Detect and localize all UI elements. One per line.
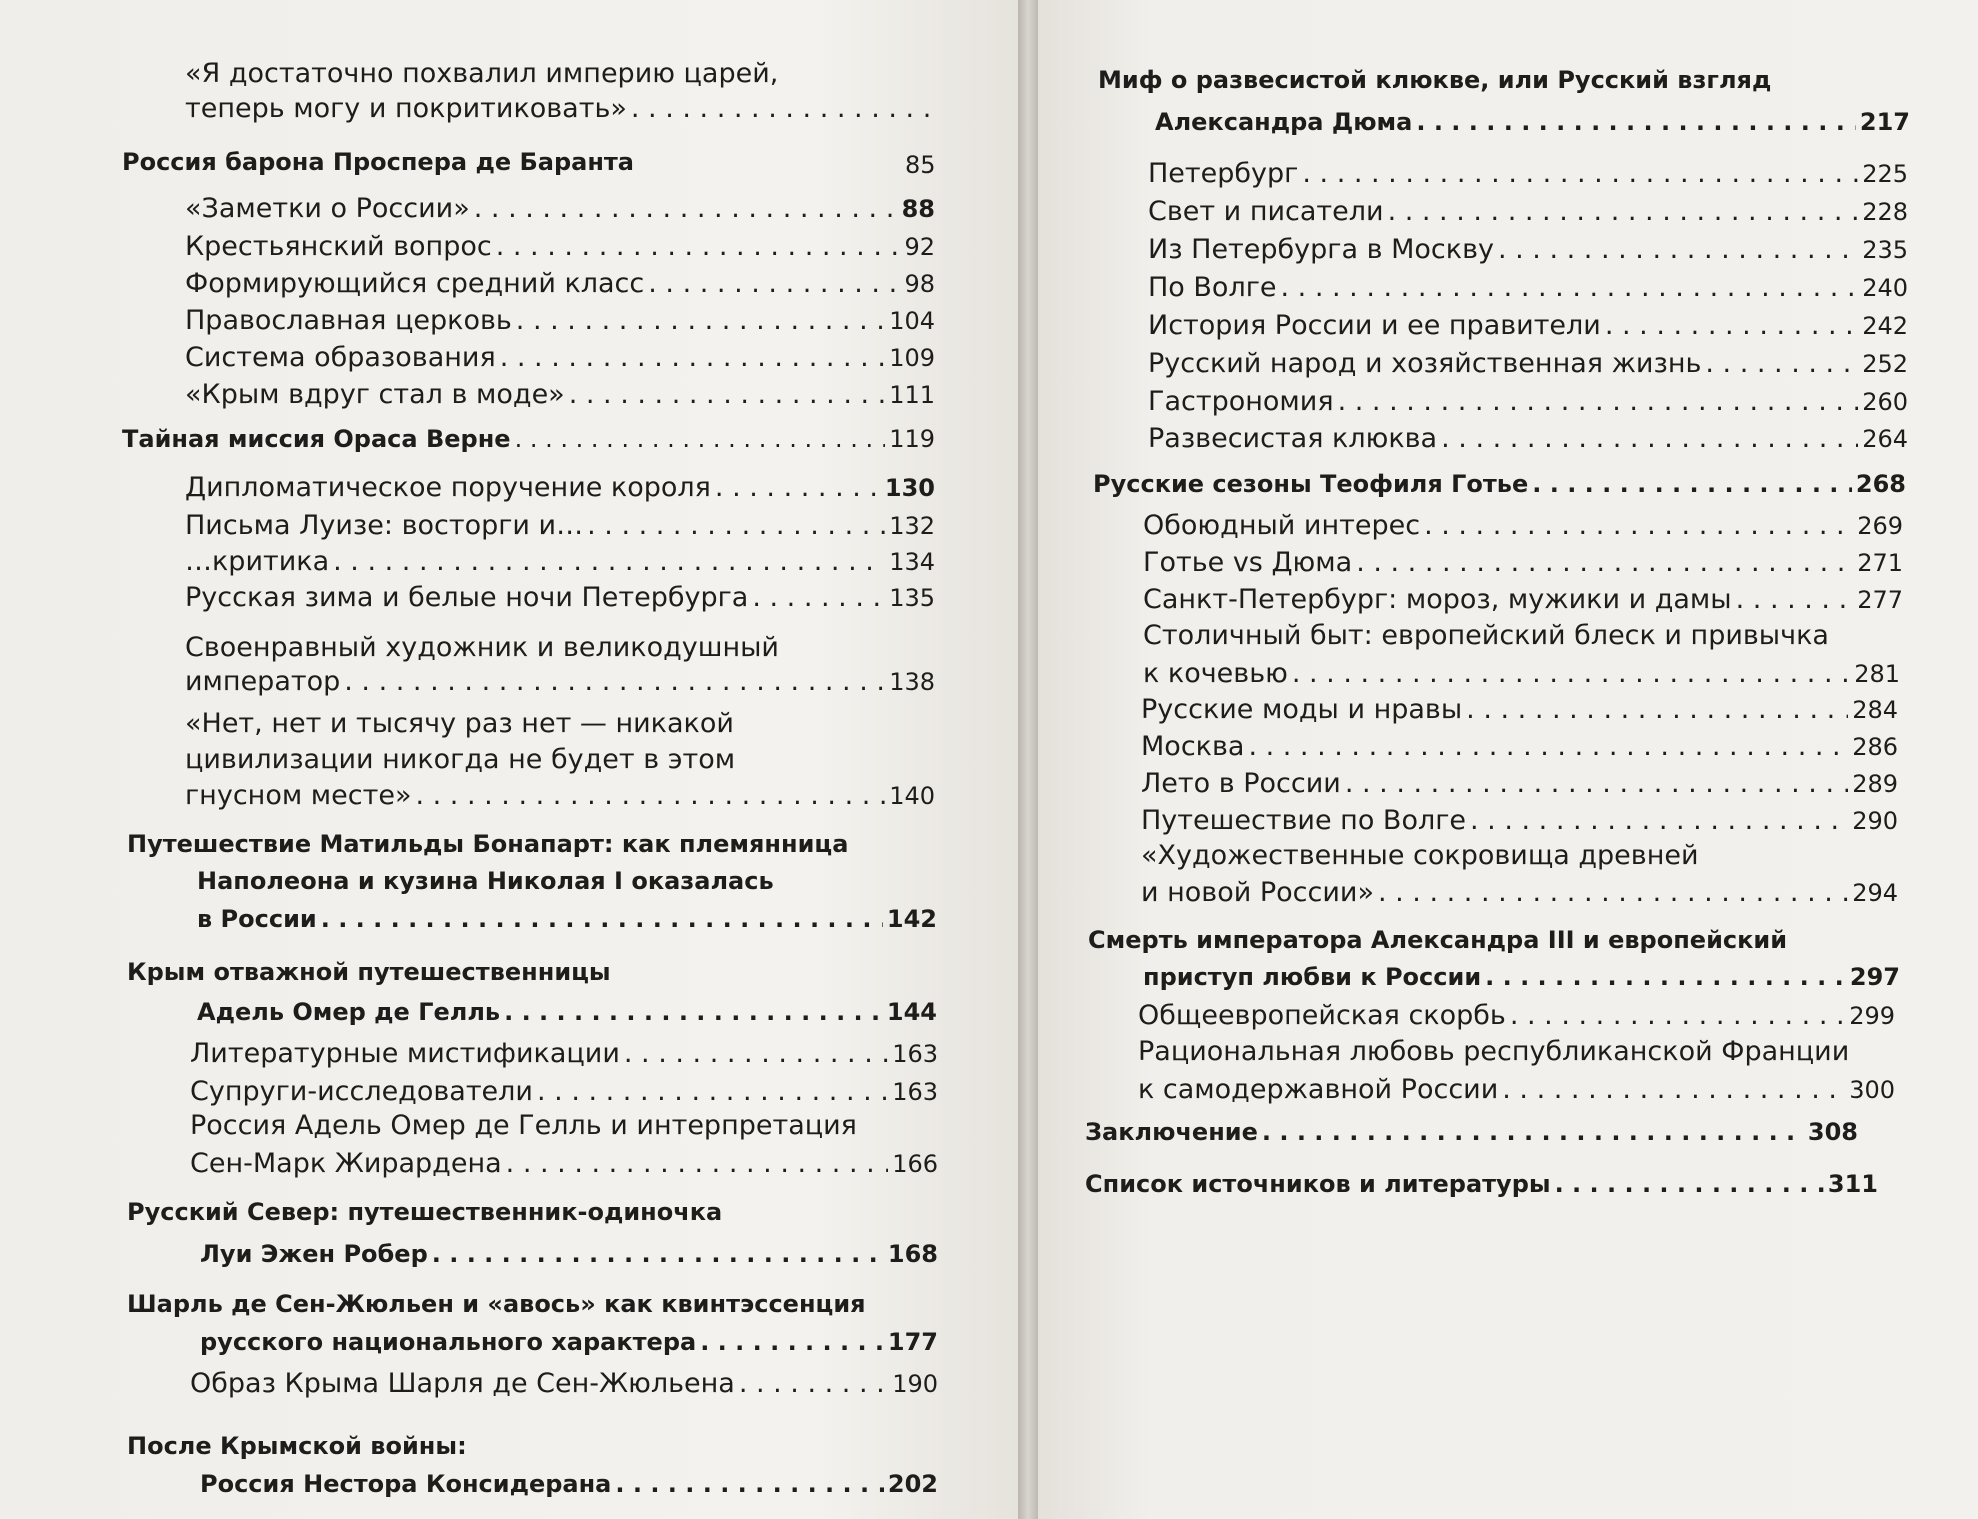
- toc-entry-label: гнусном месте»: [185, 780, 412, 811]
- dot-leader: [1485, 963, 1846, 991]
- toc-entry-label: Путешествие по Волге: [1141, 805, 1467, 836]
- toc-section-title: русского национального характера: [200, 1328, 697, 1356]
- toc-entry-label: император: [185, 666, 341, 697]
- dot-leader: [1555, 1170, 1824, 1198]
- toc-page-number: 202: [887, 1470, 938, 1498]
- dot-leader: [500, 342, 885, 373]
- toc-page-number: 286: [1852, 733, 1898, 761]
- toc-section-title: Список источников и литературы: [1085, 1170, 1551, 1198]
- dot-leader: [700, 1328, 884, 1356]
- toc-entry: [185, 472, 935, 503]
- dot-leader: [537, 1076, 888, 1107]
- toc-page-number: 98: [904, 270, 935, 298]
- toc-section: [1093, 470, 1906, 498]
- toc-page-number: 166: [892, 1150, 938, 1178]
- dot-leader: [569, 379, 885, 410]
- toc-entry-label: Супруги-исследователи: [190, 1076, 533, 1107]
- dot-leader: [715, 472, 881, 503]
- toc-entry-label: к самодержавной России: [1138, 1074, 1499, 1105]
- toc-page-number: 277: [1857, 586, 1903, 614]
- dot-leader: [587, 510, 885, 541]
- dot-leader: [496, 231, 901, 262]
- toc-page-number: 268: [1855, 470, 1906, 498]
- toc-entry: [185, 268, 935, 299]
- toc-entry: [185, 93, 935, 124]
- toc-section-line: Смерть императора Александра III и европейский: [1088, 926, 1788, 954]
- toc-entry: [185, 666, 935, 697]
- dot-leader: [1502, 1074, 1845, 1105]
- toc-entry-label: Крестьянский вопрос: [185, 231, 492, 262]
- book-gutter: [1018, 0, 1038, 1519]
- toc-page-number: 281: [1854, 660, 1900, 688]
- dot-leader: [1292, 658, 1850, 689]
- toc-page-number: 109: [889, 344, 935, 372]
- toc-section: [1085, 1170, 1878, 1198]
- toc-entry-label: Русские моды и нравы: [1141, 694, 1463, 725]
- toc-page-number: 308: [1807, 1118, 1858, 1146]
- toc-entry: [1143, 658, 1900, 689]
- dot-leader: [752, 582, 885, 613]
- toc-entry-line: «Художественные сокровища древней: [1141, 840, 1699, 871]
- toc-section-title: Россия барона Проспера де Баранта: [122, 148, 635, 176]
- toc-page-number: 190: [892, 1370, 938, 1398]
- dot-leader: [516, 305, 885, 336]
- dot-leader: [1532, 470, 1852, 498]
- dot-leader: [333, 546, 885, 577]
- toc-section-title: Русские сезоны Теофиля Готье: [1093, 470, 1529, 498]
- toc-entry-label: Общеевропейская скорбь: [1138, 1000, 1506, 1031]
- toc-section-title: в России: [197, 905, 317, 933]
- toc-entry-label: Письма Луизе: восторги и…: [185, 510, 584, 541]
- toc-page-number: 300: [1849, 1076, 1895, 1104]
- toc-page-number: 168: [887, 1240, 938, 1268]
- toc-page-number: 260: [1862, 388, 1908, 416]
- toc-entry-label: «Крым вдруг стал в моде»: [185, 379, 565, 410]
- toc-entry: [1143, 510, 1903, 541]
- toc-page-number: 130: [884, 474, 935, 502]
- toc-section: [197, 998, 937, 1026]
- toc-entry-label: «Заметки о России»: [185, 193, 470, 224]
- toc-entry: [1148, 234, 1908, 265]
- toc-entry: [1148, 348, 1908, 379]
- dot-leader: [515, 425, 886, 453]
- toc-entry: [185, 546, 935, 577]
- toc-section: [200, 1470, 938, 1498]
- toc-entry-label: Лето в России: [1141, 768, 1341, 799]
- toc-entry: [185, 582, 935, 613]
- toc-entry-label: Из Петербурга в Москву: [1148, 234, 1494, 265]
- toc-entry-label: Петербург: [1148, 158, 1299, 189]
- dot-leader: [504, 998, 883, 1026]
- dot-leader: [1378, 877, 1848, 908]
- toc-page-number: 289: [1852, 770, 1898, 798]
- toc-entry-label: Сен-Марк Жирардена: [190, 1148, 502, 1179]
- dot-leader: [1441, 423, 1858, 454]
- dot-leader: [1498, 234, 1858, 265]
- toc-section-line: Русский Север: путешественник-одиночка: [127, 1198, 723, 1226]
- toc-page-number: 269: [1857, 512, 1903, 540]
- toc-page-number: 242: [1862, 312, 1908, 340]
- toc-entry-label: Образ Крыма Шарля де Сен-Жюльена: [190, 1368, 735, 1399]
- toc-page-number: 163: [892, 1040, 938, 1068]
- toc-section: [122, 148, 892, 176]
- dot-leader: [1416, 108, 1856, 136]
- toc-section-title: Адель Омер де Гелль: [197, 998, 501, 1026]
- toc-page-number: 144: [886, 998, 937, 1026]
- toc-entry: [185, 510, 935, 541]
- toc-page-number: 299: [1849, 1002, 1895, 1030]
- toc-page-number: 294: [1852, 879, 1898, 907]
- toc-entry-label: Обоюдный интерес: [1143, 510, 1421, 541]
- toc-page-number: 311: [1827, 1170, 1878, 1198]
- toc-entry: [1143, 547, 1903, 578]
- toc-page-number: 119: [889, 425, 935, 453]
- toc-page-number: 104: [889, 307, 935, 335]
- toc-entry: [190, 1076, 938, 1107]
- toc-entry: [1148, 158, 1908, 189]
- toc-entry: [1138, 1000, 1895, 1031]
- toc-page-number: 140: [889, 782, 935, 810]
- toc-entry: [1141, 694, 1898, 725]
- toc-entry-label: Развесистая клюква: [1148, 423, 1438, 454]
- toc-page-number: 235: [1862, 236, 1908, 264]
- dot-leader: [631, 93, 931, 124]
- toc-entry-label: к кочевью: [1143, 658, 1288, 689]
- toc-section: [200, 1328, 938, 1356]
- toc-entry-label: Православная церковь: [185, 305, 512, 336]
- dot-leader: [432, 1240, 884, 1268]
- toc-section-line: Наполеона и кузина Николая I оказалась: [197, 867, 774, 895]
- toc-page-number: 264: [1862, 425, 1908, 453]
- toc-section-line: Крым отважной путешественницы: [127, 958, 611, 986]
- toc-page-number: 240: [1862, 274, 1908, 302]
- toc-entry: [1148, 423, 1908, 454]
- dot-leader: [1345, 768, 1848, 799]
- toc-section-title: Заключение: [1085, 1118, 1258, 1146]
- dot-leader: [1470, 805, 1848, 836]
- toc-entry-line: «Нет, нет и тысячу раз нет — никакой: [185, 708, 734, 739]
- toc-entry: [1148, 386, 1908, 417]
- toc-page-number: 271: [1857, 549, 1903, 577]
- toc-entry-label: По Волге: [1148, 272, 1277, 303]
- dot-leader: [624, 1038, 888, 1069]
- dot-leader: [1510, 1000, 1845, 1031]
- toc-section-title: Луи Эжен Робер: [200, 1240, 428, 1268]
- dot-leader: [1705, 348, 1858, 379]
- toc-entry-label: Русский народ и хозяйственная жизнь: [1148, 348, 1702, 379]
- toc-entry: [185, 379, 935, 410]
- dot-leader: [321, 905, 883, 933]
- toc-entry: [185, 780, 935, 811]
- toc-entry-label: Гастрономия: [1148, 386, 1334, 417]
- toc-page-number: 111: [889, 381, 935, 409]
- toc-page-number: 88: [901, 195, 935, 223]
- toc-page-number: 252: [1862, 350, 1908, 378]
- toc-entry: [1141, 877, 1898, 908]
- toc-page-number: 163: [892, 1078, 938, 1106]
- toc-entry: [185, 342, 935, 373]
- toc-section-title: Тайная миссия Ораса Верне: [122, 425, 511, 453]
- toc-entry: [1143, 584, 1903, 615]
- toc-entry: [190, 1368, 938, 1399]
- toc-section: [197, 905, 937, 933]
- toc-entry: [1148, 310, 1908, 341]
- toc-section: [1085, 1118, 1858, 1146]
- toc-entry-label: и новой России»: [1141, 877, 1374, 908]
- toc-entry-label: Литературные мистификации: [190, 1038, 620, 1069]
- dot-leader: [1338, 386, 1859, 417]
- toc-page-number: 85: [905, 151, 936, 179]
- toc-page-number: 134: [889, 548, 935, 576]
- toc-entry: [185, 193, 935, 224]
- toc-entry-label: Свет и писатели: [1148, 196, 1384, 227]
- dot-leader: [615, 1470, 884, 1498]
- toc-page-number: 297: [1849, 963, 1900, 991]
- dot-leader: [344, 666, 885, 697]
- toc-entry-label: Готье vs Дюма: [1143, 547, 1353, 578]
- toc-page-number: 138: [889, 668, 935, 696]
- toc-entry: [190, 1148, 938, 1179]
- toc-entry: [1141, 768, 1898, 799]
- toc-entry-line: Столичный быт: европейский блеск и привычка: [1143, 620, 1829, 651]
- toc-entry-label: …критика: [185, 546, 330, 577]
- dot-leader: [648, 268, 900, 299]
- toc-entry-label: Дипломатическое поручение короля: [185, 472, 711, 503]
- toc-entry-label: Москва: [1141, 731, 1245, 762]
- dot-leader: [1605, 310, 1858, 341]
- toc-section-line: Шарль де Сен-Жюльен и «авось» как квинтэссенция: [127, 1290, 866, 1318]
- toc-section-line: Миф о развесистой клюкве, или Русский взгляд: [1098, 66, 1772, 94]
- toc-page-number: 177: [887, 1328, 938, 1356]
- toc-entry: [1141, 805, 1898, 836]
- toc-entry-line: «Я достаточно похвалил империю царей,: [185, 58, 779, 89]
- toc-section-title: Александра Дюма: [1155, 108, 1413, 136]
- toc-entry: [1138, 1074, 1895, 1105]
- toc-page-number: 228: [1862, 198, 1908, 226]
- dot-leader: [415, 780, 885, 811]
- dot-leader: [739, 1368, 888, 1399]
- toc-entry-label: Формирующийся средний класс: [185, 268, 645, 299]
- toc-entry: [1148, 272, 1908, 303]
- toc-page-number: 217: [1859, 108, 1910, 136]
- dot-leader: [474, 193, 898, 224]
- dot-leader: [1356, 547, 1853, 578]
- toc-section: [122, 425, 935, 453]
- toc-entry-label: теперь могу и покритиковать»: [185, 93, 627, 124]
- toc-entry-line: цивилизации никогда не будет в этом: [185, 744, 736, 775]
- toc-page-number: 284: [1852, 696, 1898, 724]
- toc-section-line: Путешествие Матильды Бонапарт: как племянница: [127, 830, 849, 858]
- toc-entry: [185, 305, 935, 336]
- toc-section-line: После Крымской войны:: [127, 1432, 467, 1460]
- dot-leader: [506, 1148, 889, 1179]
- dot-leader: [1388, 196, 1859, 227]
- toc-entry-line: Своенравный художник и великодушный: [185, 632, 779, 663]
- toc-entry-label: Система образования: [185, 342, 496, 373]
- dot-leader: [1248, 731, 1848, 762]
- toc-section: [1155, 108, 1910, 136]
- toc-page-number: 225: [1862, 160, 1908, 188]
- dot-leader: [1736, 584, 1854, 615]
- dot-leader: [1466, 694, 1848, 725]
- toc-entry-label: Санкт-Петербург: мороз, мужики и дамы: [1143, 584, 1732, 615]
- toc-entry-line: Россия Адель Омер де Гелль и интерпретация: [190, 1110, 857, 1141]
- toc-entry: [190, 1038, 938, 1069]
- dot-leader: [1302, 158, 1858, 189]
- toc-entry-label: История России и ее правители: [1148, 310, 1601, 341]
- toc-entry-label: Русская зима и белые ночи Петербурга: [185, 582, 749, 613]
- toc-section-title: Россия Нестора Консидерана: [200, 1470, 612, 1498]
- toc-page-number: 142: [886, 905, 937, 933]
- toc-page-number: 92: [904, 233, 935, 261]
- toc-entry: [185, 231, 935, 262]
- dot-leader: [1424, 510, 1853, 541]
- toc-page-number: 132: [889, 512, 935, 540]
- toc-entry-line: Рациональная любовь республиканской Франции: [1138, 1036, 1850, 1067]
- toc-section: [1143, 963, 1900, 991]
- dot-leader: [1262, 1118, 1804, 1146]
- dot-leader: [1281, 272, 1859, 303]
- toc-page-number: 135: [889, 584, 935, 612]
- toc-section-title: приступ любви к России: [1143, 963, 1482, 991]
- toc-section: [200, 1240, 938, 1268]
- toc-entry: [1148, 196, 1908, 227]
- toc-entry: [1141, 731, 1898, 762]
- toc-page-number: 290: [1852, 807, 1898, 835]
